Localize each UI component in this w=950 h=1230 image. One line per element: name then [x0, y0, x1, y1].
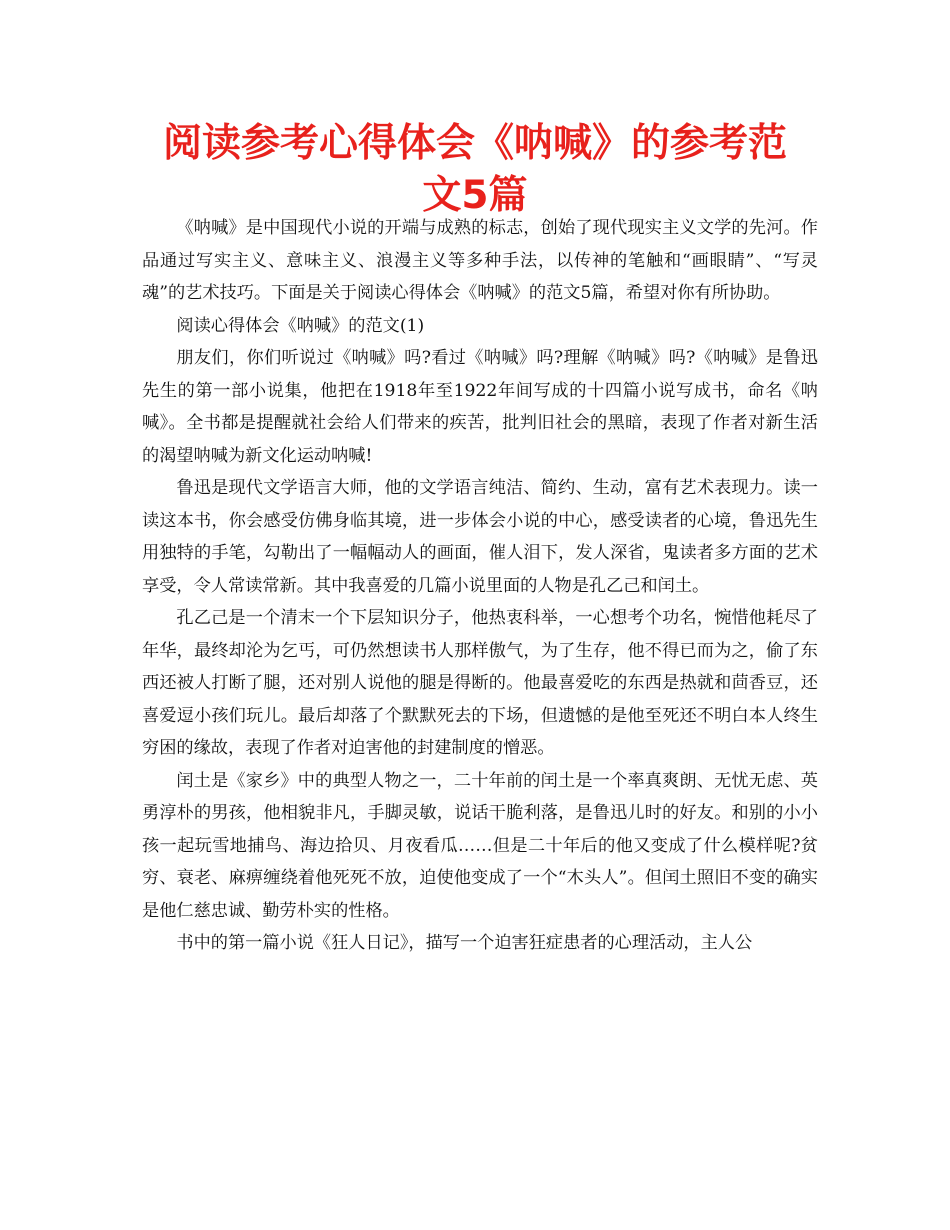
paragraph: 鲁迅是现代文学语言大师，他的文学语言纯洁、简约、生动，富有艺术表现力。读一读这本书，你会感受仿佛身临其境，进一步体会小说的中心，感受读者的心境，鲁迅先生用独特的手笔，勾勒出了一幅幅动人的画面，催人泪下，发人深省，鬼读者多方面的艺术享受，令人常读常新。其中我喜爱的几篇小说里面的人物是孔乙己和闰土。 — [142, 478, 818, 596]
document-body — [142, 212, 818, 960]
paragraph: 书中的第一篇小说《狂人日记》，描写一个迫害狂症患者的心理活动，主人公 — [176, 933, 753, 953]
paragraph: 朋友们，你们听说过《呐喊》吗?看过《呐喊》吗?理解《呐喊》吗?《呐喊》是鲁迅先生的第一部小说集，他把在1918年至1922年间写成的十四篇小说写成书，命名《呐喊》。全书都是提醒就社会给人们带来的疾苦，批判旧社会的黑暗，表现了作者对新生活的渴望呐喊为新文化运动呐喊! — [142, 348, 818, 466]
paragraph: 孔乙己是一个清末一个下层知识分子，他热衷科举，一心想考个功名，惋惜他耗尽了年华，最终却沦为乞丐，可仍然想读书人那样傲气，为了生存，他不得已而为之，偷了东西还被人打断了腿，还对别人说他的腿是得断的。他最喜爱吃的东西是热就和茴香豆，还喜爱逗小孩们玩儿。最后却落了个默默死去的下场，但遗憾的是他至死还不明白本人终生穷困的缘故，表现了作者对迫害他的封建制度的憎恶。 — [142, 608, 818, 758]
section-heading: 阅读心得体会《呐喊》的范文(1) — [176, 315, 425, 336]
paragraph: 《呐喊》是中国现代小说的开端与成熟的标志，创始了现代现实主义文学的先河。作品通过写实主义、意味主义、浪漫主义等多种手法，以传神的笔触和“画眼睛”、“写灵魂”的艺术技巧。下面是关于阅读心得体会《呐喊》的范文5篇，希望对你有所协助。 — [142, 218, 818, 303]
document-title: 阅读参考心得体会《呐喊》的参考范文5篇 — [162, 121, 787, 218]
paragraph: 闰土是《家乡》中的典型人物之一，二十年前的闰土是一个率真爽朗、无忧无虑、英勇淳朴的男孩，他相貌非凡，手脚灵敏，说话干脆利落，是鲁迅儿时的好友。和别的小小孩一起玩雪地捕鸟、海边拾贝、月夜看瓜……但是二十年后的他又变成了什么模样呢?贫穷、衰老、麻痹缠绕着他死死不放，迫使他变成了一个“木头人”。但闰土照旧不变的确实是他仁慈忠诚、勤劳朴实的性格。 — [142, 770, 818, 921]
